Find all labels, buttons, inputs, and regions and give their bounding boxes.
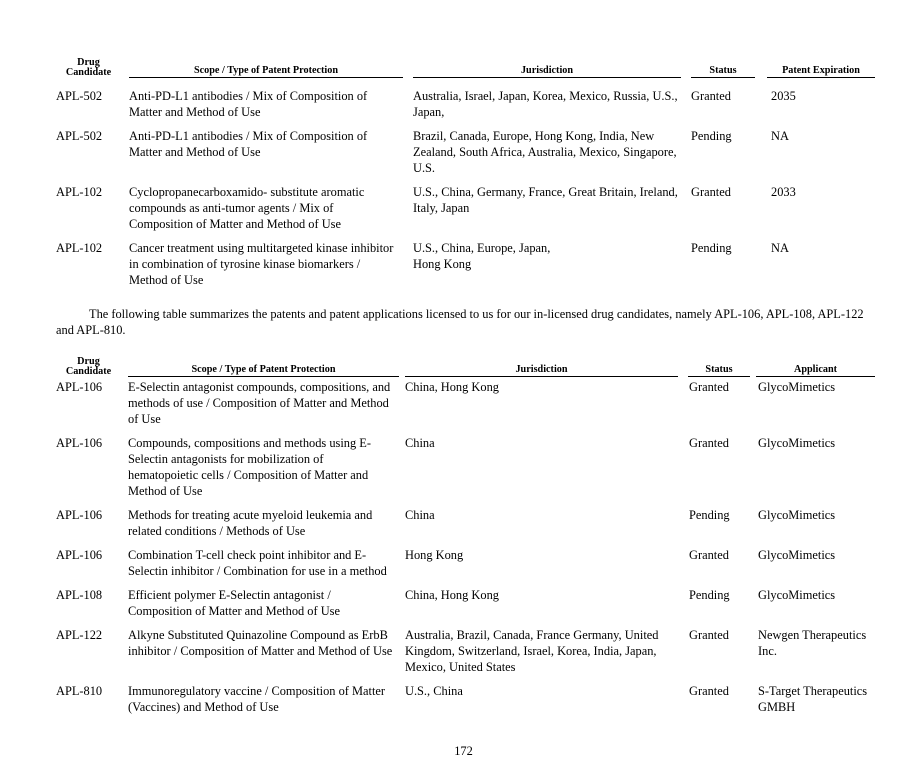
cell-jurisdiction-text: China <box>405 508 435 522</box>
cell-applicant-text: GlycoMimetics <box>758 588 836 602</box>
cell-drug-candidate-text: APL-502 <box>56 129 103 143</box>
cell-applicant <box>754 539 875 579</box>
cell-jurisdiction <box>411 120 691 176</box>
cell-scope-text: Compounds, compositions and methods using E-Selectin antagonists for mobilization of hematopoietic cells / Composition of Matter and Method of Use <box>128 436 371 498</box>
table-row <box>52 675 875 715</box>
header-drug-candidate: Drug Candidate <box>65 356 112 377</box>
cell-scope <box>125 378 403 427</box>
cell-status <box>688 427 754 499</box>
cell-jurisdiction <box>403 539 688 579</box>
cell-drug-candidate-text: APL-106 <box>56 548 103 562</box>
cell-scope <box>125 499 403 539</box>
cell-status-text: Granted <box>691 185 731 199</box>
cell-drug-candidate-text: APL-102 <box>56 185 103 199</box>
header-jurisdiction: Jurisdiction <box>411 58 691 79</box>
cell-status <box>688 675 754 715</box>
cell-status-text: Pending <box>689 508 730 522</box>
cell-scope <box>125 675 403 715</box>
header-scope: Scope / Type of Patent Protection <box>125 357 403 378</box>
cell-scope-text: E-Selectin antagonist compounds, compositions, and methods of use / Composition of Matter and Method of Use <box>128 380 391 426</box>
cell-drug-candidate <box>52 499 125 539</box>
header-status: Status <box>691 58 763 79</box>
table-row <box>52 427 875 499</box>
cell-applicant-text: GlycoMimetics <box>758 380 836 394</box>
cell-scope <box>125 579 403 619</box>
table-body <box>52 378 875 715</box>
cell-scope-text: Methods for treating acute myeloid leukemia and related conditions / Methods of Use <box>128 508 373 538</box>
cell-status-text: Pending <box>691 241 732 255</box>
cell-scope <box>125 176 411 232</box>
cell-patent-expiration <box>763 232 875 288</box>
cell-drug-candidate-text: APL-122 <box>56 628 103 642</box>
cell-status <box>688 539 754 579</box>
header-applicant: Applicant <box>754 357 875 378</box>
cell-applicant <box>754 579 875 619</box>
cell-drug-candidate-text: APL-810 <box>56 684 103 698</box>
intro-paragraph: The following table summarizes the patents and patent applications licensed to us for our in-licensed drug candidates, namely APL-106, APL-108, APL-122 and APL-810. <box>56 307 864 337</box>
cell-status <box>691 176 763 232</box>
cell-scope-text: Cyclopropanecarboxamido- substitute aromatic compounds as anti-tumor agents / Mix of Composition of Matter and Method of Use <box>129 185 365 231</box>
cell-jurisdiction <box>403 499 688 539</box>
cell-scope-text: Anti-PD-L1 antibodies / Mix of Composition of Matter and Method of Use <box>129 89 368 119</box>
cell-drug-candidate <box>52 232 125 288</box>
cell-applicant <box>754 427 875 499</box>
cell-scope <box>125 120 411 176</box>
cell-jurisdiction <box>411 79 691 120</box>
table-row <box>52 120 875 176</box>
cell-jurisdiction-text: Brazil, Canada, Europe, Hong Kong, India, New Zealand, South Africa, Australia, Mexico, Singapore, U.S. <box>413 129 677 175</box>
table-row <box>52 579 875 619</box>
cell-jurisdiction <box>411 232 691 288</box>
cell-drug-candidate <box>52 176 125 232</box>
header-patent-expiration: Patent Expiration <box>763 58 875 79</box>
table-row <box>52 378 875 427</box>
cell-drug-candidate <box>52 675 125 715</box>
cell-scope <box>125 79 411 120</box>
cell-jurisdiction <box>411 176 691 232</box>
table-row <box>52 232 875 288</box>
cell-drug-candidate <box>52 120 125 176</box>
cell-drug-candidate <box>52 619 125 675</box>
header-scope: Scope / Type of Patent Protection <box>125 58 411 79</box>
cell-jurisdiction-text: China, Hong Kong <box>405 380 499 394</box>
table-row <box>52 539 875 579</box>
cell-status <box>691 79 763 120</box>
cell-status-text: Granted <box>689 628 729 642</box>
cell-jurisdiction-text: U.S., China, Europe, Japan, Hong Kong <box>413 241 551 271</box>
cell-scope <box>125 427 403 499</box>
table-row <box>52 79 875 120</box>
cell-status <box>688 499 754 539</box>
cell-applicant-text: S-Target Therapeutics GMBH <box>758 684 868 714</box>
cell-scope <box>125 619 403 675</box>
header-status: Status <box>688 357 754 378</box>
cell-jurisdiction-text: China, Hong Kong <box>405 588 499 602</box>
cell-patent-expiration-text: 2033 <box>771 185 796 199</box>
cell-scope-text: Immunoregulatory vaccine / Composition of Matter (Vaccines) and Method of Use <box>128 684 386 714</box>
cell-status <box>691 232 763 288</box>
cell-jurisdiction <box>403 579 688 619</box>
cell-jurisdiction <box>403 619 688 675</box>
cell-status-text: Pending <box>689 588 730 602</box>
cell-jurisdiction <box>403 378 688 427</box>
cell-applicant <box>754 378 875 427</box>
table-body <box>52 79 875 288</box>
cell-drug-candidate <box>52 579 125 619</box>
cell-jurisdiction-text: U.S., China, Germany, France, Great Britain, Ireland, Italy, Japan <box>413 185 678 215</box>
cell-jurisdiction-text: Australia, Israel, Japan, Korea, Mexico, Russia, U.S., Japan, <box>413 89 678 119</box>
cell-applicant <box>754 499 875 539</box>
cell-applicant-text: GlycoMimetics <box>758 436 836 450</box>
cell-status <box>688 378 754 427</box>
cell-patent-expiration-text: NA <box>771 241 789 255</box>
cell-drug-candidate <box>52 378 125 427</box>
cell-jurisdiction-text: China <box>405 436 435 450</box>
patent-table-in-licensed <box>52 357 875 715</box>
cell-scope-text: Cancer treatment using multitargeted kinase inhibitor in combination of tyrosine kinase biomarkers / Method of Use <box>129 241 394 287</box>
cell-jurisdiction-text: Australia, Brazil, Canada, France Germany, United Kingdom, Switzerland, Israel, Korea, India, Japan, Mexico, United States <box>405 628 659 674</box>
cell-patent-expiration <box>763 176 875 232</box>
cell-patent-expiration <box>763 120 875 176</box>
cell-scope-text: Efficient polymer E-Selectin antagonist / Composition of Matter and Method of Use <box>128 588 340 618</box>
table-header-row <box>52 58 875 79</box>
cell-applicant-text: GlycoMimetics <box>758 508 836 522</box>
cell-scope-text: Alkyne Substituted Quinazoline Compound as ErbB inhibitor / Composition of Matter and Method of Use <box>128 628 393 658</box>
header-drug-candidate: Drug Candidate <box>65 57 112 78</box>
cell-jurisdiction <box>403 427 688 499</box>
page-number: 172 <box>454 744 473 758</box>
cell-drug-candidate-text: APL-108 <box>56 588 103 602</box>
cell-jurisdiction-text: Hong Kong <box>405 548 464 562</box>
cell-jurisdiction-text: U.S., China <box>405 684 463 698</box>
header-jurisdiction: Jurisdiction <box>403 357 688 378</box>
cell-drug-candidate <box>52 539 125 579</box>
cell-status-text: Granted <box>689 380 729 394</box>
cell-applicant-text: Newgen Therapeutics Inc. <box>758 628 867 658</box>
cell-status <box>691 120 763 176</box>
cell-scope-text: Anti-PD-L1 antibodies / Mix of Composition of Matter and Method of Use <box>129 129 368 159</box>
patent-table-owned <box>52 58 875 288</box>
cell-applicant <box>754 675 875 715</box>
cell-status-text: Granted <box>689 436 729 450</box>
cell-drug-candidate-text: APL-106 <box>56 436 103 450</box>
cell-drug-candidate <box>52 79 125 120</box>
cell-drug-candidate-text: APL-102 <box>56 241 103 255</box>
cell-scope <box>125 539 403 579</box>
cell-patent-expiration-text: NA <box>771 129 789 143</box>
cell-scope-text: Combination T-cell check point inhibitor and E-Selectin inhibitor / Combination for use in a method <box>128 548 387 578</box>
cell-status-text: Granted <box>689 548 729 562</box>
cell-drug-candidate-text: APL-106 <box>56 508 103 522</box>
table-row <box>52 176 875 232</box>
cell-status <box>688 579 754 619</box>
table-row <box>52 499 875 539</box>
cell-drug-candidate-text: APL-502 <box>56 89 103 103</box>
cell-status <box>688 619 754 675</box>
cell-applicant <box>754 619 875 675</box>
cell-drug-candidate-text: APL-106 <box>56 380 103 394</box>
cell-status-text: Granted <box>691 89 731 103</box>
cell-patent-expiration-text: 2035 <box>771 89 796 103</box>
cell-status-text: Pending <box>691 129 732 143</box>
table-row <box>52 619 875 675</box>
cell-applicant-text: GlycoMimetics <box>758 548 836 562</box>
cell-drug-candidate <box>52 427 125 499</box>
cell-status-text: Granted <box>689 684 729 698</box>
table-header-row <box>52 357 875 378</box>
cell-jurisdiction <box>403 675 688 715</box>
cell-patent-expiration <box>763 79 875 120</box>
cell-scope <box>125 232 411 288</box>
